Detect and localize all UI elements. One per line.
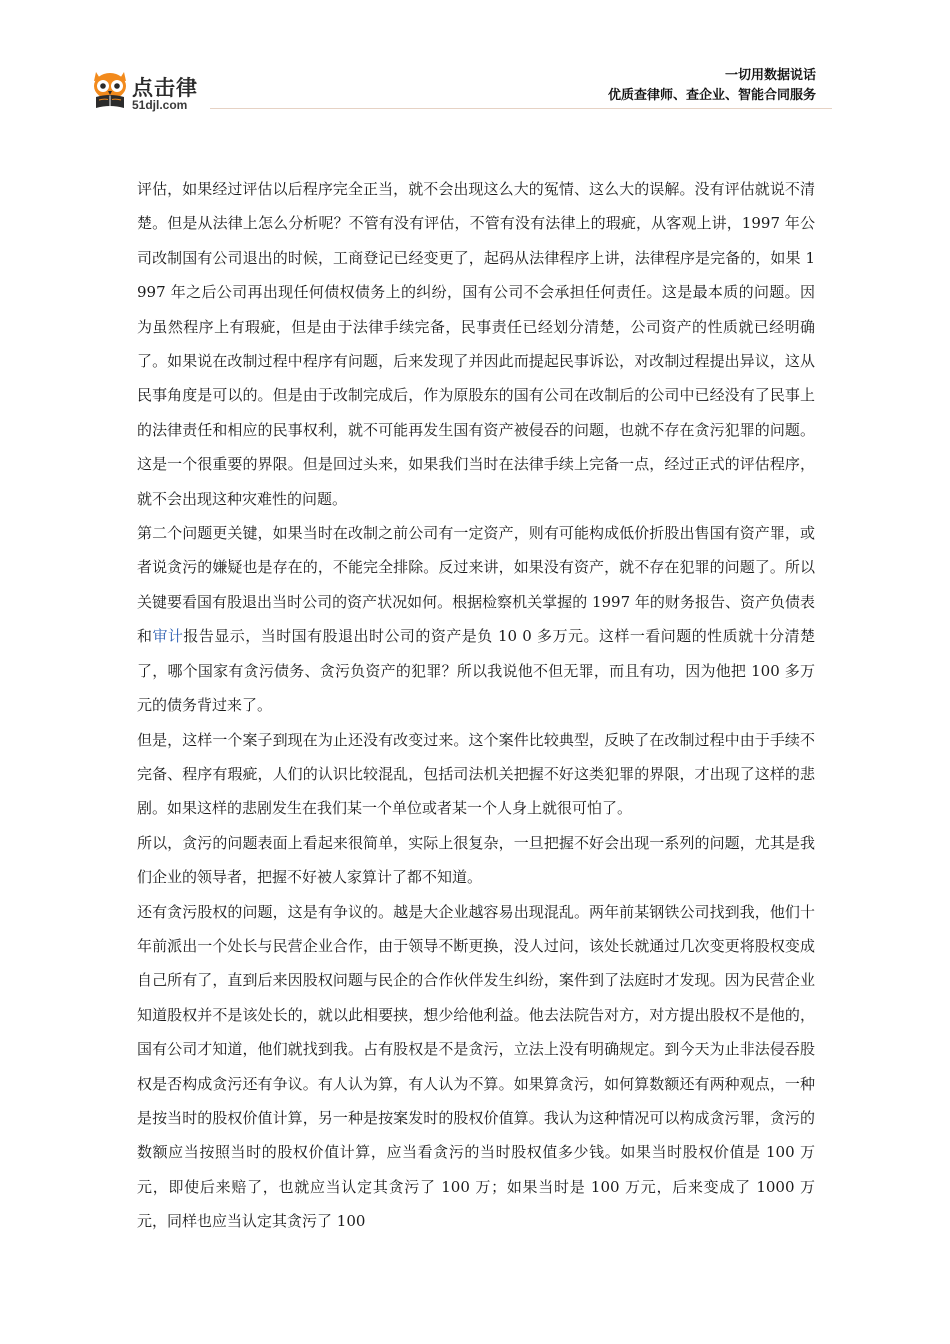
header-divider [210,108,832,109]
paragraph-text: 还有贪污股权的问题，这是有争议的。越是大企业越容易出现混乱。两年前某钢铁公司找到我，他们十年前派出一个处长与民营企业合作，由于领导不断更换，没人过问，该处长就通过几次变更将股权变成自己所有了，直到后来因股权问题与民企的合作伙伴发生纠纷，案件到了法庭时才发现。因为民营企业知道股权并不是该处长的，就以此相要挟，想少给他利益。他去法院告对方，对方提出股权不是他的，国有公司才知道，他们就找到我。占有股权是不是贪污，立法上没有明确规定。到今天为止非法侵吞股权是否构成贪污还有争议。有人认为算，有人认为不算。如果算贪污，如何算数额还有两种观点，一种是按当时的股权价值计算，另一种是按案发时的股权价值算。我认为这种情况可以构成贪污罪，贪污的数额应当按照当时的股权价值计算，应当看贪污的当时股权值多少钱。如果当时股权价值是 100 万元，即使后来赔了，也就应当认定其贪污了 100 万；如果当时是 100 万元，后来变成了 1000 万元，同样也应当认定其贪污了 100 [137,902,815,1231]
paragraph-text: 但是，这样一个案子到现在为止还没有改变过来。这个案件比较典型，反映了在改制过程中由于手续不完备、程序有瑕疵，人们的认识比较混乱，包括司法机关把握不好这类犯罪的界限，才出现了这样的悲剧。如果这样的悲剧发生在我们某一个单位或者某一个人身上就很可怕了。 [137,730,815,818]
paragraph-text: 第二个问题更关键，如果当时在改制之前公司有一定资产，则有可能构成低价折股出售国有资产罪，或者说贪污的嫌疑也是存在的，不能完全排除。反过来讲，如果没有资产，就不存在犯罪的问题了。所以关键要看国有股退出当时公司的资产状况如何。根据检察机关掌握的 1997 年的财务报告、资产负债表和 [137,524,815,646]
slogan-line-1: 一切用数据说话 [724,68,816,83]
page-header [0,0,950,115]
brand-domain: 51djl.com [132,98,188,112]
paragraph-text: 评估，如果经过评估以后程序完全正当，就不会出现这么大的冤情、这么大的误解。没有评估就说不清楚。但是从法律上怎么分析呢？不管有没有评估，不管有没有法律上的瑕疵，从客观上讲，1997 年公司改制国有公司退出的时候，工商登记已经变更了，起码从法律程序上讲，法律程序是完备的，如果 1997 年之后公司再出现任何债权债务上的纠纷，国有公司不会承担任何责任。这是最本质的问题。因为虽然程序上有瑕疵，但是由于法律手续完备，民事责任已经划分清楚，公司资产的性质就已经明确了。如果说在改制过程中程序有问题，后来发现了并因此而提起民事诉讼，对改制过程提出异议，这从民事角度是可以的。但是由于改制完成后，作为原股东的国有公司在改制后的公司中已经没有了民事上的法律责任和相应的民事权利，就不可能再发生国有资产被侵吞的问题，也就不存在贪污犯罪的问题。这是一个很重要的界限。但是回过头来，如果我们当时在法律手续上完备一点，经过正式的评估程序，就不会出现这种灾难性的问题。 [137,180,815,508]
paragraph [137,172,815,516]
slogan-line-2: 优质查律师、查企业、智能合同服务 [607,88,816,103]
header-slogan [608,66,816,106]
paragraph-text: 报告显示，当时国有股退出时公司的资产是负 10 0 多万元。这样一看问题的性质就十分清楚了，哪个国家有贪污债务、贪污负资产的犯罪？所以我说他不但无罪，而且有功，因为他把 100 多万元的债务背过来了。 [137,627,815,715]
document-body [137,172,815,1239]
paragraph-text: 所以，贪污的问题表面上看起来很简单，实际上很复杂，一旦把握不好会出现一系列的问题，尤其是我们企业的领导者，把握不好被人家算计了都不知道。 [137,833,815,887]
brand-logo[interactable] [90,66,210,114]
audit-link[interactable]: 审计 [152,627,184,646]
owl-logo-icon [90,66,130,112]
paragraph [137,516,815,722]
brand-name: 点击律 [132,76,198,100]
paragraph [137,723,815,826]
paragraph [137,826,815,895]
paragraph [137,895,815,1239]
